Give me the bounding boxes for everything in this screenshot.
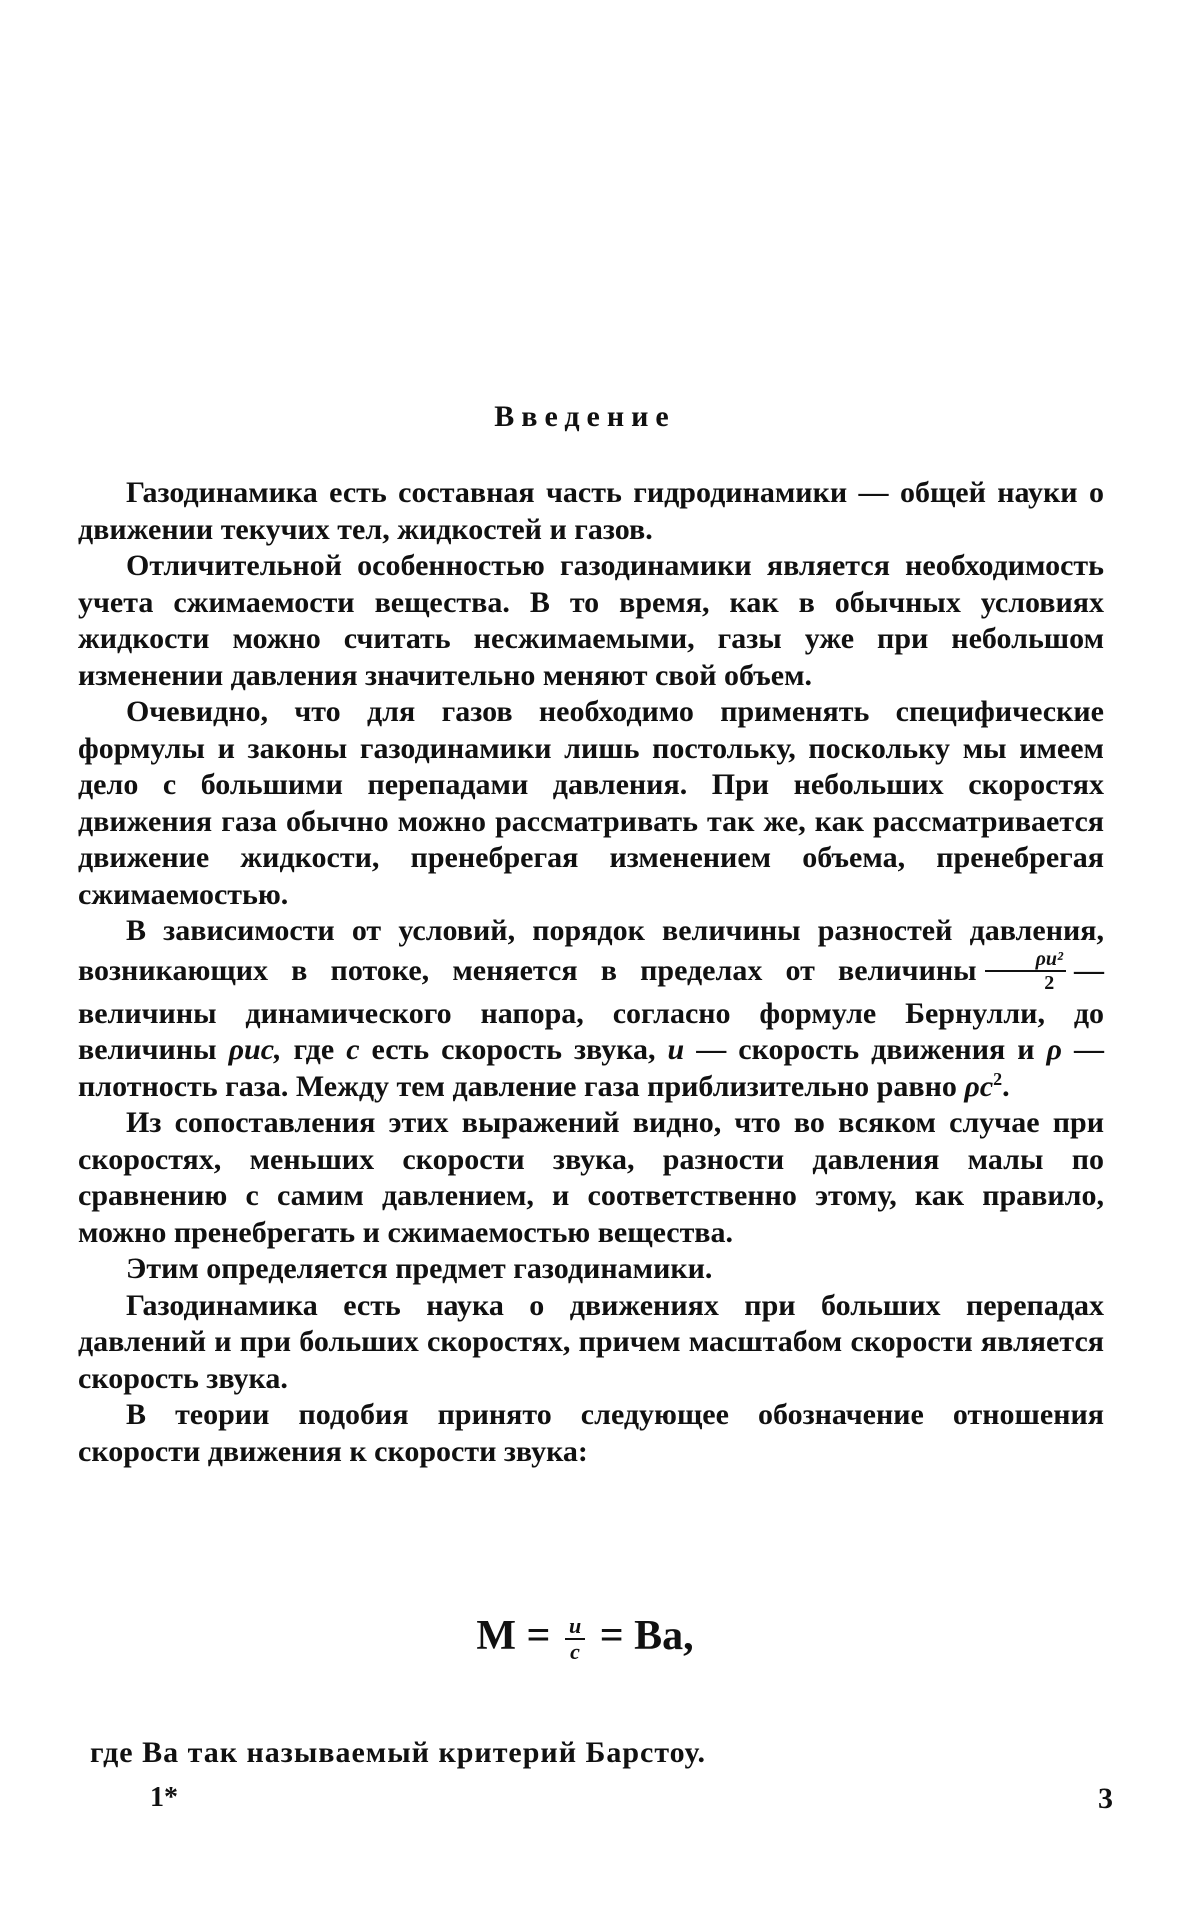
body-text bbox=[78, 475, 1104, 1470]
formula-comma: , bbox=[683, 1613, 694, 1659]
rho-c-squared: ρc bbox=[964, 1069, 994, 1103]
rho-u-c-expression: ρuc, bbox=[228, 1033, 282, 1066]
formula-denominator: c bbox=[570, 1639, 580, 1665]
superscript-2: 2 bbox=[993, 1068, 1003, 1089]
p4-text-5: — скорость движения и bbox=[696, 1033, 1035, 1066]
mach-formula bbox=[0, 1612, 1170, 1664]
fraction-numerator: ρu² bbox=[985, 948, 1066, 972]
p4-period: . bbox=[1002, 1069, 1010, 1103]
fraction-denominator: 2 bbox=[1044, 971, 1055, 994]
p4-text-2: — величины динамического напора, согласно формуле Бернулли, до величины bbox=[78, 953, 1104, 1066]
paragraph-5: Из сопоставления этих выражений видно, что во всяком случае при скоростях, меньших скорости звука, разности давления малы по сравнению с самим давлением, и соответственно этому, как правило, можно пренебрегать и сжимаемостью вещества. bbox=[78, 1106, 1104, 1249]
var-c: c bbox=[346, 1033, 360, 1066]
p4-text-3: где bbox=[293, 1033, 335, 1066]
formula-equals-2: = bbox=[599, 1613, 624, 1659]
page-number: 3 bbox=[1098, 1782, 1113, 1815]
paragraph-2: Отличительной особенностью газодинамики является необходимость учета сжимаемости вещества. В то время, как в обычных условиях жидкости можно считать несжимаемыми, газы уже при небольшом изменении давления значительно меняют свой объем. bbox=[78, 549, 1104, 692]
formula-numerator: u bbox=[565, 1614, 585, 1640]
paragraph-8: В теории подобия принято следующее обозначение отношения скорости движения к скорости звука: bbox=[78, 1398, 1104, 1468]
p4-text-1: В зависимости от условий, порядок величины разностей давления, возникающих в потоке, меняется в пределах от величины bbox=[78, 914, 1104, 987]
var-rho: ρ bbox=[1046, 1033, 1063, 1066]
formula-rhs: Ba bbox=[634, 1613, 684, 1659]
paragraph-7: Газодинамика есть наука о движениях при больших перепадах давлений и при больших скоростях, причем масштабом скорости является скорость звука. bbox=[78, 1288, 1104, 1395]
paragraph-6: Этим определяется предмет газодинамики. bbox=[126, 1252, 713, 1285]
where-explanation: где Ва так называемый критерий Барстоу. bbox=[90, 1736, 707, 1769]
var-u: u bbox=[667, 1033, 685, 1066]
paragraph-3: Очевидно, что для газов необходимо применять специфические формулы и законы газодинамики лишь постольку, поскольку мы имеем дело с большими перепадами давления. При небольших скоростях движения газа обычно можно рассматривать так же, как рассматривается движение жидкости, пренебрегая изменением объема, пренебрегая сжимаемостью. bbox=[78, 695, 1104, 911]
formula-lhs: M bbox=[476, 1613, 516, 1659]
p4-text-4: есть скорость звука, bbox=[371, 1033, 656, 1066]
signature-mark: 1* bbox=[150, 1782, 178, 1813]
formula-equals-1: = bbox=[526, 1613, 551, 1659]
formula-fraction bbox=[565, 1614, 585, 1664]
p4-text-6: — плотность газа. Между тем давление газа приблизительно равно bbox=[78, 1033, 1105, 1103]
paragraph-1: Газодинамика есть составная часть гидродинамики — общей науки о движении текучих тел, жидкостей и газов. bbox=[78, 476, 1104, 546]
section-title: Введение bbox=[494, 400, 676, 433]
dynamic-pressure-fraction bbox=[985, 948, 1066, 994]
paragraph-4 bbox=[78, 913, 1104, 1105]
